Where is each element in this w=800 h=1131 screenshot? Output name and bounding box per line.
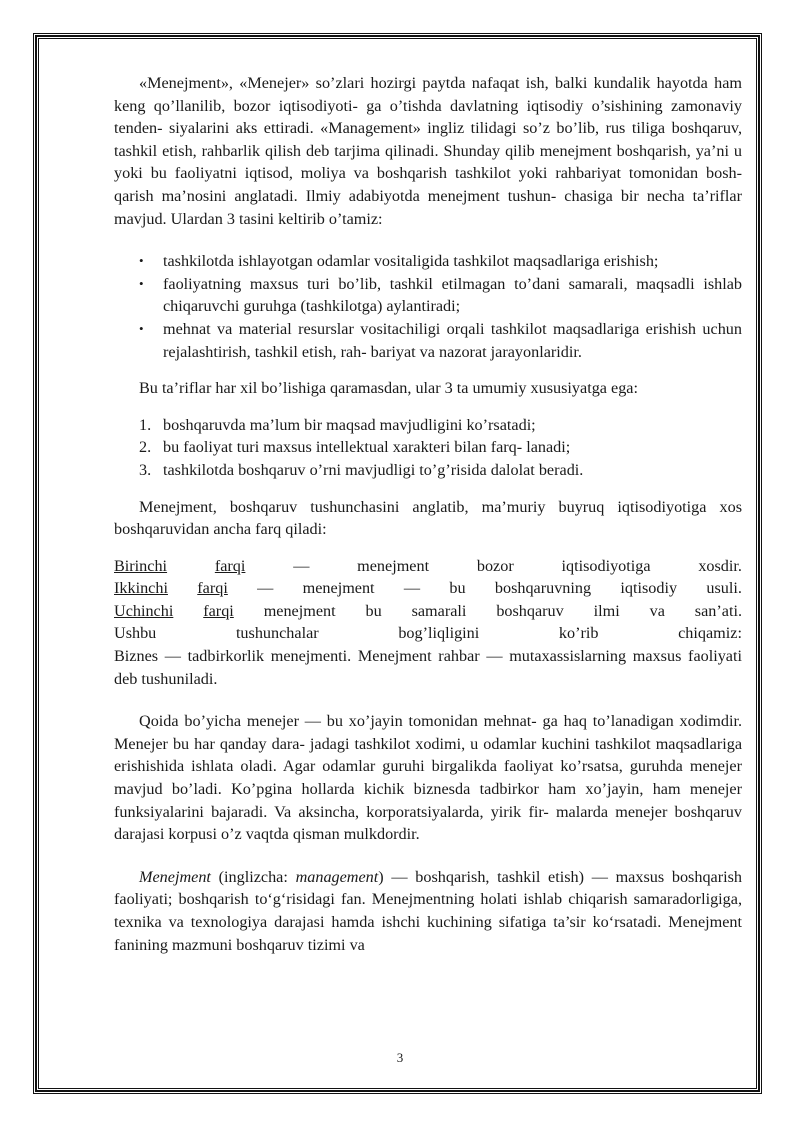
paragraph-management-definition: Menejment (inglizcha: management) — boshqarish, tashkil etish) — maxsus boshqarish faoliyati; boshqarish to‘g‘risidagi fan. Menejmentning holati ishlab chiqarish samaradorligiga, texnika va texnologiya darajasi hamda ishchi kuchining sifatiga ta’sir ko‘rsatadi. Menejment fanining mazmuni boshqaruv tizimi va: [114, 867, 742, 954]
term-italic: Menejment: [139, 867, 211, 886]
difference-line-2: Ikkinchi farqi — menejment — bu boshqaruvning iqtisodiy usuli.: [114, 579, 742, 598]
list-item: 2. bu faoliyat turi maxsus intellektual xarakteri bilan farq- lanadi;: [139, 438, 571, 457]
paragraph-manager: Qoida bo’yicha menejer — bu xo’jayin tomonidan mehnat- ga haq to’lanadigan xodimdir. Menejer bu har qanday dara- jadagi tashkilot xodimi, u odamlar kuchini tashkilot maqsadlariga erishishida ishlata oladi. Agar odamlar guruhi birgalikda faoliyat ko’rsatsa, guruhda menejer mavjud bo’ladi. Ko’pgina hollarda kichik biznesda tadbirkor ham xo’jayin, ham menejer funksiyalarini bajaradi. Va aksincha, korporatsiyalarda, yirik fir- malarda menejer boshqaruv darajasi korpusi o’z vaqtda qisman mulkdordir.: [114, 712, 742, 844]
list-item: 3. tashkilotda boshqaruv o’rni mavjudligi to’g’risida dalolat beradi.: [139, 460, 584, 479]
paragraph-intro: «Menejment», «Menejer» so’zlari hozirgi paytda nafaqat ish, balki kundalik hayotda ham keng qo’llanilib, bozor iqtisodiyoti- ga o’tishda davlatning iqtisodiy o’sishining zamonaviy tenden- siyalarini aks ettiradi. «Management» ingliz tilidagi so’z bo’lib, rus tiliga boshqaruv, tashkil etish, rahbarlik qilish deb tarjima qilinadi. Shunday qilib menejment boshqarish, ya’ni u yoki bu faoliyatni iqtisod, moliya va boshqarish tashkilot yoki rahbariyat tomonidan bosh- qarish ma’nosini anglatadi. Ilmiy adabiyotda menejment tushun- chasiga bir necha ta’riflar mavjud. Ulardan 3 tasini keltirib o’tamiz:: [114, 74, 742, 228]
difference-line-4: Ushbu tushunchalar bog’liqligini ko’rib chiqamiz:: [114, 624, 742, 643]
list-item: 1. boshqaruvda ma’lum bir maqsad mavjudligini ko’rsatadi;: [139, 415, 536, 434]
difference-line-3: Uchinchi farqi menejment bu samarali boshqaruv ilmi va san’ati.: [114, 601, 742, 620]
document-body: [114, 72, 742, 956]
differences-block: [114, 555, 742, 691]
definitions-list: [114, 250, 742, 363]
list-item: • faoliyatning maxsus turi bo’lib, tashkil etilmagan to’dani samarali, maqsadli ishlab chiqaruvchi guruhga (tashkilotga) aylantiradi;: [114, 273, 742, 318]
paragraph-difference: Menejment, boshqaruv tushunchasini anglatib, ma’muriy buyruq iqtisodiyotiga xos boshqaruvidan ancha farq qiladi:: [114, 497, 742, 539]
term-english-italic: management: [295, 867, 379, 886]
page-number: 3: [396, 1050, 404, 1065]
paragraph-features: Bu ta’riflar har xil bo’lishiga qaramasdan, ular 3 ta umumiy xususiyatga ega:: [139, 379, 638, 398]
features-list: [114, 414, 742, 482]
difference-line-1: Birinchi farqi — menejment bozor iqtisodiyotiga xosdir.: [114, 556, 742, 575]
list-item: • tashkilotda ishlayotgan odamlar vositaligida tashkilot maqsadlariga erishish;: [114, 250, 742, 273]
list-item: • mehnat va material resurslar vositachiligi orqali tashkilot maqsadlariga erishish uchun rejalashtirish, tashkil etish, rah- bariyat va nazorat jarayonlaridir.: [114, 318, 742, 363]
difference-line-5: Biznes — tadbirkorlik menejmenti. Menejment rahbar — mutaxassislarning maxsus faoliyati deb tushuniladi.: [114, 647, 742, 688]
